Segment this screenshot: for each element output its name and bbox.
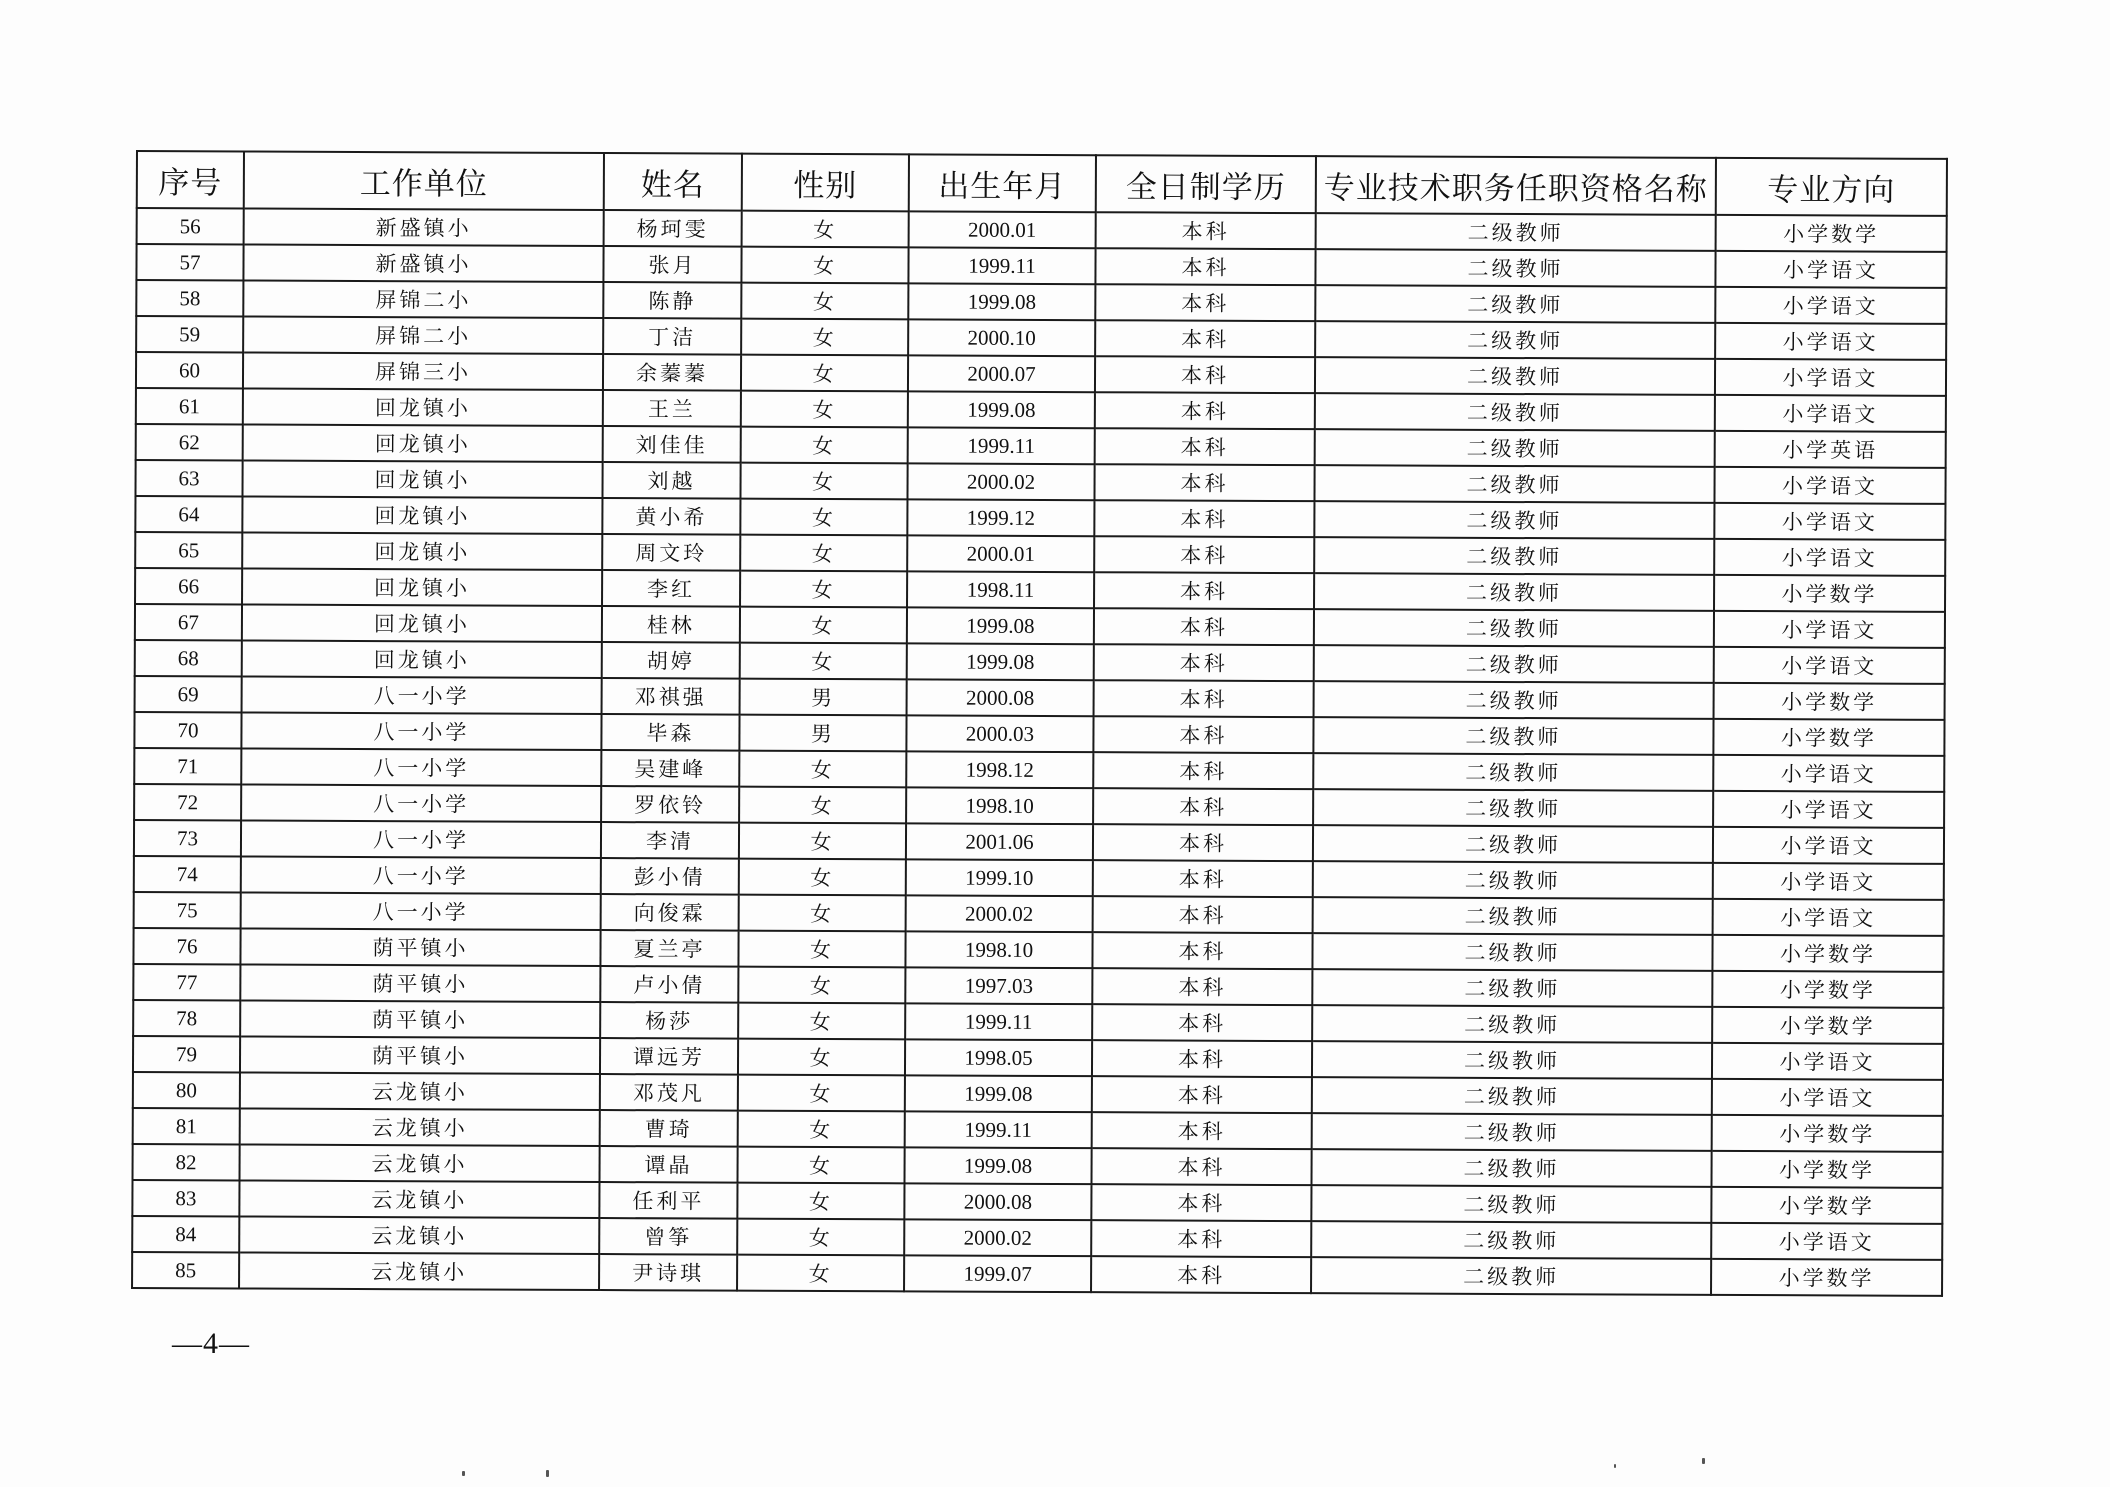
header-gender: 性别 [742,154,909,212]
cell-gender: 女 [738,1003,905,1040]
cell-education: 本科 [1094,500,1314,537]
cell-index: 56 [137,208,244,244]
cell-birth-date: 1999.11 [908,427,1095,464]
cell-education: 本科 [1095,428,1315,465]
cell-specialty: 小学数学 [1712,935,1943,972]
cell-work-unit: 屏锦三小 [243,352,603,390]
cell-specialty: 小学数学 [1714,575,1945,612]
cell-name: 曹琦 [600,1110,738,1147]
cell-title-qualification: 二级教师 [1314,609,1714,647]
cell-work-unit: 回龙镇小 [242,640,602,678]
cell-specialty: 小学数学 [1711,1151,1942,1188]
cell-name: 吴建峰 [601,750,739,787]
cell-birth-date: 1998.11 [907,571,1094,608]
cell-work-unit: 八一小学 [241,748,601,786]
cell-gender: 女 [739,787,906,824]
teacher-roster-table [131,150,1948,1297]
cell-title-qualification: 二级教师 [1312,1041,1712,1079]
cell-gender: 女 [738,1039,905,1076]
cell-education: 本科 [1093,752,1313,789]
cell-title-qualification: 二级教师 [1312,1005,1712,1043]
cell-specialty: 小学数学 [1712,1007,1943,1044]
cell-education: 本科 [1092,932,1312,969]
cell-index: 68 [135,640,242,676]
cell-specialty: 小学语文 [1714,503,1945,540]
cell-title-qualification: 二级教师 [1314,465,1714,503]
cell-title-qualification: 二级教师 [1313,789,1713,827]
cell-name: 李清 [601,822,739,859]
cell-birth-date: 2000.01 [909,211,1096,248]
cell-education: 本科 [1094,464,1314,501]
page-number: —4— [172,1327,250,1360]
cell-gender: 女 [740,535,907,572]
cell-specialty: 小学数学 [1714,683,1945,720]
cell-title-qualification: 二级教师 [1312,933,1712,971]
header-work-unit: 工作单位 [244,151,604,210]
cell-birth-date: 2000.02 [904,1219,1091,1256]
cell-gender: 女 [737,1183,904,1220]
cell-name: 邓祺强 [602,678,740,715]
cell-index: 81 [133,1108,240,1144]
cell-index: 61 [136,388,243,424]
cell-gender: 女 [738,967,905,1004]
cell-birth-date: 2001.06 [906,823,1093,860]
cell-name: 向俊霖 [601,894,739,931]
cell-birth-date: 1999.11 [905,1003,1092,1040]
cell-gender: 女 [738,1147,905,1184]
cell-birth-date: 2000.02 [907,463,1094,500]
cell-title-qualification: 二级教师 [1314,645,1714,683]
cell-name: 邓茂凡 [600,1074,738,1111]
cell-education: 本科 [1095,320,1315,357]
cell-specialty: 小学语文 [1714,611,1945,648]
cell-education: 本科 [1091,1148,1311,1185]
cell-education: 本科 [1093,896,1313,933]
cell-work-unit: 云龙镇小 [239,1216,599,1254]
cell-birth-date: 1999.08 [907,643,1094,680]
cell-gender: 女 [741,427,908,464]
cell-education: 本科 [1095,356,1315,393]
cell-title-qualification: 二级教师 [1313,717,1713,755]
cell-index: 77 [133,964,240,1000]
cell-title-qualification: 二级教师 [1312,969,1712,1007]
cell-specialty: 小学数学 [1711,1259,1942,1296]
cell-name: 丁洁 [603,318,741,355]
cell-title-qualification: 二级教师 [1314,573,1714,611]
cell-specialty: 小学语文 [1713,863,1944,900]
cell-work-unit: 新盛镇小 [243,244,603,282]
cell-index: 73 [134,820,241,856]
cell-specialty: 小学语文 [1713,899,1944,936]
cell-gender: 男 [739,715,906,752]
cell-gender: 女 [737,1255,904,1292]
cell-title-qualification: 二级教师 [1311,1149,1711,1187]
cell-index: 58 [136,280,243,316]
cell-name: 任利平 [599,1182,737,1219]
cell-title-qualification: 二级教师 [1315,393,1715,431]
cell-education: 本科 [1094,572,1314,609]
cell-gender: 女 [738,1111,905,1148]
cell-gender: 女 [740,607,907,644]
cell-birth-date: 1998.05 [905,1039,1092,1076]
cell-work-unit: 八一小学 [241,892,601,930]
cell-name: 尹诗琪 [599,1254,737,1291]
table-body [132,208,1947,1296]
cell-gender: 女 [740,463,907,500]
cell-specialty: 小学语文 [1715,251,1946,288]
cell-birth-date: 2000.01 [907,535,1094,572]
cell-index: 57 [136,244,243,280]
cell-work-unit: 屏锦二小 [243,280,603,318]
cell-index: 76 [133,928,240,964]
cell-title-qualification: 二级教师 [1311,1221,1711,1259]
scan-speck [1702,1458,1705,1464]
cell-specialty: 小学语文 [1712,1079,1943,1116]
cell-name: 胡婷 [602,642,740,679]
cell-work-unit: 新盛镇小 [244,208,604,246]
cell-name: 彭小倩 [601,858,739,895]
cell-work-unit: 云龙镇小 [240,1144,600,1182]
cell-birth-date: 1997.03 [905,967,1092,1004]
cell-gender: 女 [739,859,906,896]
cell-gender: 女 [741,247,908,284]
cell-work-unit: 八一小学 [241,784,601,822]
cell-index: 63 [135,460,242,496]
cell-specialty: 小学数学 [1711,1187,1942,1224]
cell-specialty: 小学数学 [1712,1115,1943,1152]
header-index: 序号 [137,151,244,208]
cell-birth-date: 1999.10 [906,859,1093,896]
cell-name: 毕森 [601,714,739,751]
header-name: 姓名 [604,153,742,211]
cell-title-qualification: 二级教师 [1314,537,1714,575]
cell-birth-date: 1999.07 [904,1255,1091,1292]
cell-title-qualification: 二级教师 [1314,501,1714,539]
cell-name: 杨莎 [600,1002,738,1039]
cell-index: 66 [135,568,242,604]
cell-work-unit: 荫平镇小 [240,964,600,1002]
cell-work-unit: 回龙镇小 [242,532,602,570]
cell-title-qualification: 二级教师 [1316,213,1716,251]
cell-birth-date: 1999.11 [905,1111,1092,1148]
cell-gender: 男 [740,679,907,716]
header-specialty: 专业方向 [1716,158,1947,216]
cell-gender: 女 [741,355,908,392]
cell-gender: 女 [738,1075,905,1112]
cell-title-qualification: 二级教师 [1313,897,1713,935]
cell-title-qualification: 二级教师 [1315,285,1715,323]
header-row [137,151,1947,216]
cell-birth-date: 1998.12 [906,751,1093,788]
cell-education: 本科 [1093,716,1313,753]
cell-work-unit: 回龙镇小 [242,604,602,642]
cell-gender: 女 [738,931,905,968]
cell-index: 78 [133,1000,240,1036]
cell-work-unit: 云龙镇小 [240,1108,600,1146]
cell-name: 夏兰亭 [600,930,738,967]
cell-name: 周文玲 [602,534,740,571]
cell-birth-date: 2000.10 [908,319,1095,356]
cell-specialty: 小学语文 [1714,647,1945,684]
header-education: 全日制学历 [1096,155,1316,213]
cell-title-qualification: 二级教师 [1315,249,1715,287]
cell-gender: 女 [739,823,906,860]
cell-specialty: 小学语文 [1711,1223,1942,1260]
cell-work-unit: 屏锦二小 [243,316,603,354]
cell-education: 本科 [1092,1040,1312,1077]
cell-index: 75 [134,892,241,928]
cell-specialty: 小学语文 [1715,359,1946,396]
cell-birth-date: 2000.07 [908,355,1095,392]
cell-title-qualification: 二级教师 [1311,1185,1711,1223]
cell-education: 本科 [1095,392,1315,429]
cell-index: 71 [134,748,241,784]
cell-name: 桂林 [602,606,740,643]
cell-birth-date: 1998.10 [906,787,1093,824]
cell-birth-date: 1999.08 [908,391,1095,428]
cell-education: 本科 [1094,680,1314,717]
table-row [132,1252,1942,1296]
cell-name: 刘佳佳 [603,426,741,463]
cell-title-qualification: 二级教师 [1315,321,1715,359]
cell-birth-date: 1999.08 [907,607,1094,644]
cell-index: 80 [133,1072,240,1108]
cell-work-unit: 回龙镇小 [243,424,603,462]
cell-index: 83 [132,1180,239,1216]
cell-birth-date: 2000.03 [906,715,1093,752]
header-title-qualification: 专业技术职务任职资格名称 [1316,156,1716,215]
cell-index: 62 [136,424,243,460]
cell-specialty: 小学语文 [1714,539,1945,576]
cell-specialty: 小学语文 [1712,1043,1943,1080]
cell-birth-date: 2000.02 [906,895,1093,932]
cell-work-unit: 八一小学 [241,820,601,858]
cell-gender: 女 [739,895,906,932]
cell-name: 罗依铃 [601,786,739,823]
cell-name: 黄小希 [602,498,740,535]
cell-education: 本科 [1094,536,1314,573]
cell-index: 60 [136,352,243,388]
cell-gender: 女 [741,319,908,356]
cell-title-qualification: 二级教师 [1315,357,1715,395]
cell-title-qualification: 二级教师 [1313,825,1713,863]
cell-work-unit: 回龙镇小 [242,568,602,606]
cell-work-unit: 云龙镇小 [240,1072,600,1110]
cell-index: 59 [136,316,243,352]
cell-gender: 女 [740,571,907,608]
cell-index: 79 [133,1036,240,1072]
cell-index: 85 [132,1252,239,1288]
cell-name: 李红 [602,570,740,607]
cell-specialty: 小学语文 [1715,287,1946,324]
cell-index: 69 [135,676,242,712]
cell-education: 本科 [1091,1220,1311,1257]
cell-index: 65 [135,532,242,568]
cell-birth-date: 1999.08 [908,283,1095,320]
cell-name: 刘越 [602,462,740,499]
scan-speck [1614,1464,1616,1468]
cell-work-unit: 荫平镇小 [240,928,600,966]
cell-education: 本科 [1092,1076,1312,1113]
cell-education: 本科 [1096,212,1316,249]
cell-work-unit: 回龙镇小 [242,460,602,498]
cell-education: 本科 [1092,1004,1312,1041]
cell-education: 本科 [1093,860,1313,897]
cell-name: 张月 [603,246,741,283]
cell-index: 64 [135,496,242,532]
cell-work-unit: 八一小学 [241,712,601,750]
cell-specialty: 小学英语 [1715,431,1946,468]
cell-specialty: 小学语文 [1715,395,1946,432]
cell-specialty: 小学数学 [1716,215,1947,252]
cell-education: 本科 [1091,1184,1311,1221]
header-birth-date: 出生年月 [909,154,1096,212]
cell-specialty: 小学语文 [1713,791,1944,828]
cell-specialty: 小学语文 [1714,467,1945,504]
cell-work-unit: 云龙镇小 [239,1180,599,1218]
cell-birth-date: 1999.08 [905,1075,1092,1112]
cell-birth-date: 2000.08 [907,679,1094,716]
cell-specialty: 小学语文 [1713,755,1944,792]
cell-name: 曾筝 [599,1218,737,1255]
cell-education: 本科 [1093,824,1313,861]
cell-birth-date: 1998.10 [905,931,1092,968]
cell-birth-date: 1999.08 [904,1147,1091,1184]
cell-gender: 女 [740,499,907,536]
cell-education: 本科 [1092,968,1312,1005]
cell-gender: 女 [742,211,909,248]
cell-name: 谭远芳 [600,1038,738,1075]
cell-name: 王兰 [603,390,741,427]
cell-work-unit: 回龙镇小 [242,496,602,534]
cell-work-unit: 八一小学 [241,856,601,894]
cell-education: 本科 [1094,644,1314,681]
cell-title-qualification: 二级教师 [1313,753,1713,791]
cell-index: 82 [133,1144,240,1180]
scan-speck [546,1470,549,1477]
cell-name: 卢小倩 [600,966,738,1003]
cell-birth-date: 1999.12 [907,499,1094,536]
cell-index: 84 [132,1216,239,1252]
cell-index: 74 [134,856,241,892]
cell-gender: 女 [741,283,908,320]
cell-education: 本科 [1093,788,1313,825]
cell-index: 70 [134,712,241,748]
cell-work-unit: 八一小学 [242,676,602,714]
cell-education: 本科 [1095,284,1315,321]
cell-title-qualification: 二级教师 [1314,681,1714,719]
cell-specialty: 小学语文 [1715,323,1946,360]
cell-specialty: 小学数学 [1713,719,1944,756]
cell-work-unit: 荫平镇小 [240,1036,600,1074]
cell-specialty: 小学语文 [1713,827,1944,864]
cell-title-qualification: 二级教师 [1315,429,1715,467]
cell-education: 本科 [1092,1112,1312,1149]
cell-education: 本科 [1094,608,1314,645]
cell-name: 余蓁蓁 [603,354,741,391]
cell-name: 谭晶 [600,1146,738,1183]
cell-work-unit: 荫平镇小 [240,1000,600,1038]
cell-education: 本科 [1095,248,1315,285]
cell-work-unit: 云龙镇小 [239,1252,599,1290]
cell-title-qualification: 二级教师 [1313,861,1713,899]
cell-gender: 女 [741,391,908,428]
cell-title-qualification: 二级教师 [1311,1257,1711,1295]
cell-education: 本科 [1091,1256,1311,1293]
cell-birth-date: 1999.11 [908,247,1095,284]
cell-title-qualification: 二级教师 [1312,1077,1712,1115]
cell-index: 67 [135,604,242,640]
cell-title-qualification: 二级教师 [1312,1113,1712,1151]
cell-work-unit: 回龙镇小 [243,388,603,426]
cell-gender: 女 [739,751,906,788]
cell-name: 陈静 [603,282,741,319]
cell-specialty: 小学数学 [1712,971,1943,1008]
table-header [137,151,1947,216]
cell-name: 杨珂雯 [604,210,742,247]
cell-gender: 女 [740,643,907,680]
cell-index: 72 [134,784,241,820]
scan-speck [462,1471,465,1476]
cell-birth-date: 2000.08 [904,1183,1091,1220]
cell-gender: 女 [737,1219,904,1256]
